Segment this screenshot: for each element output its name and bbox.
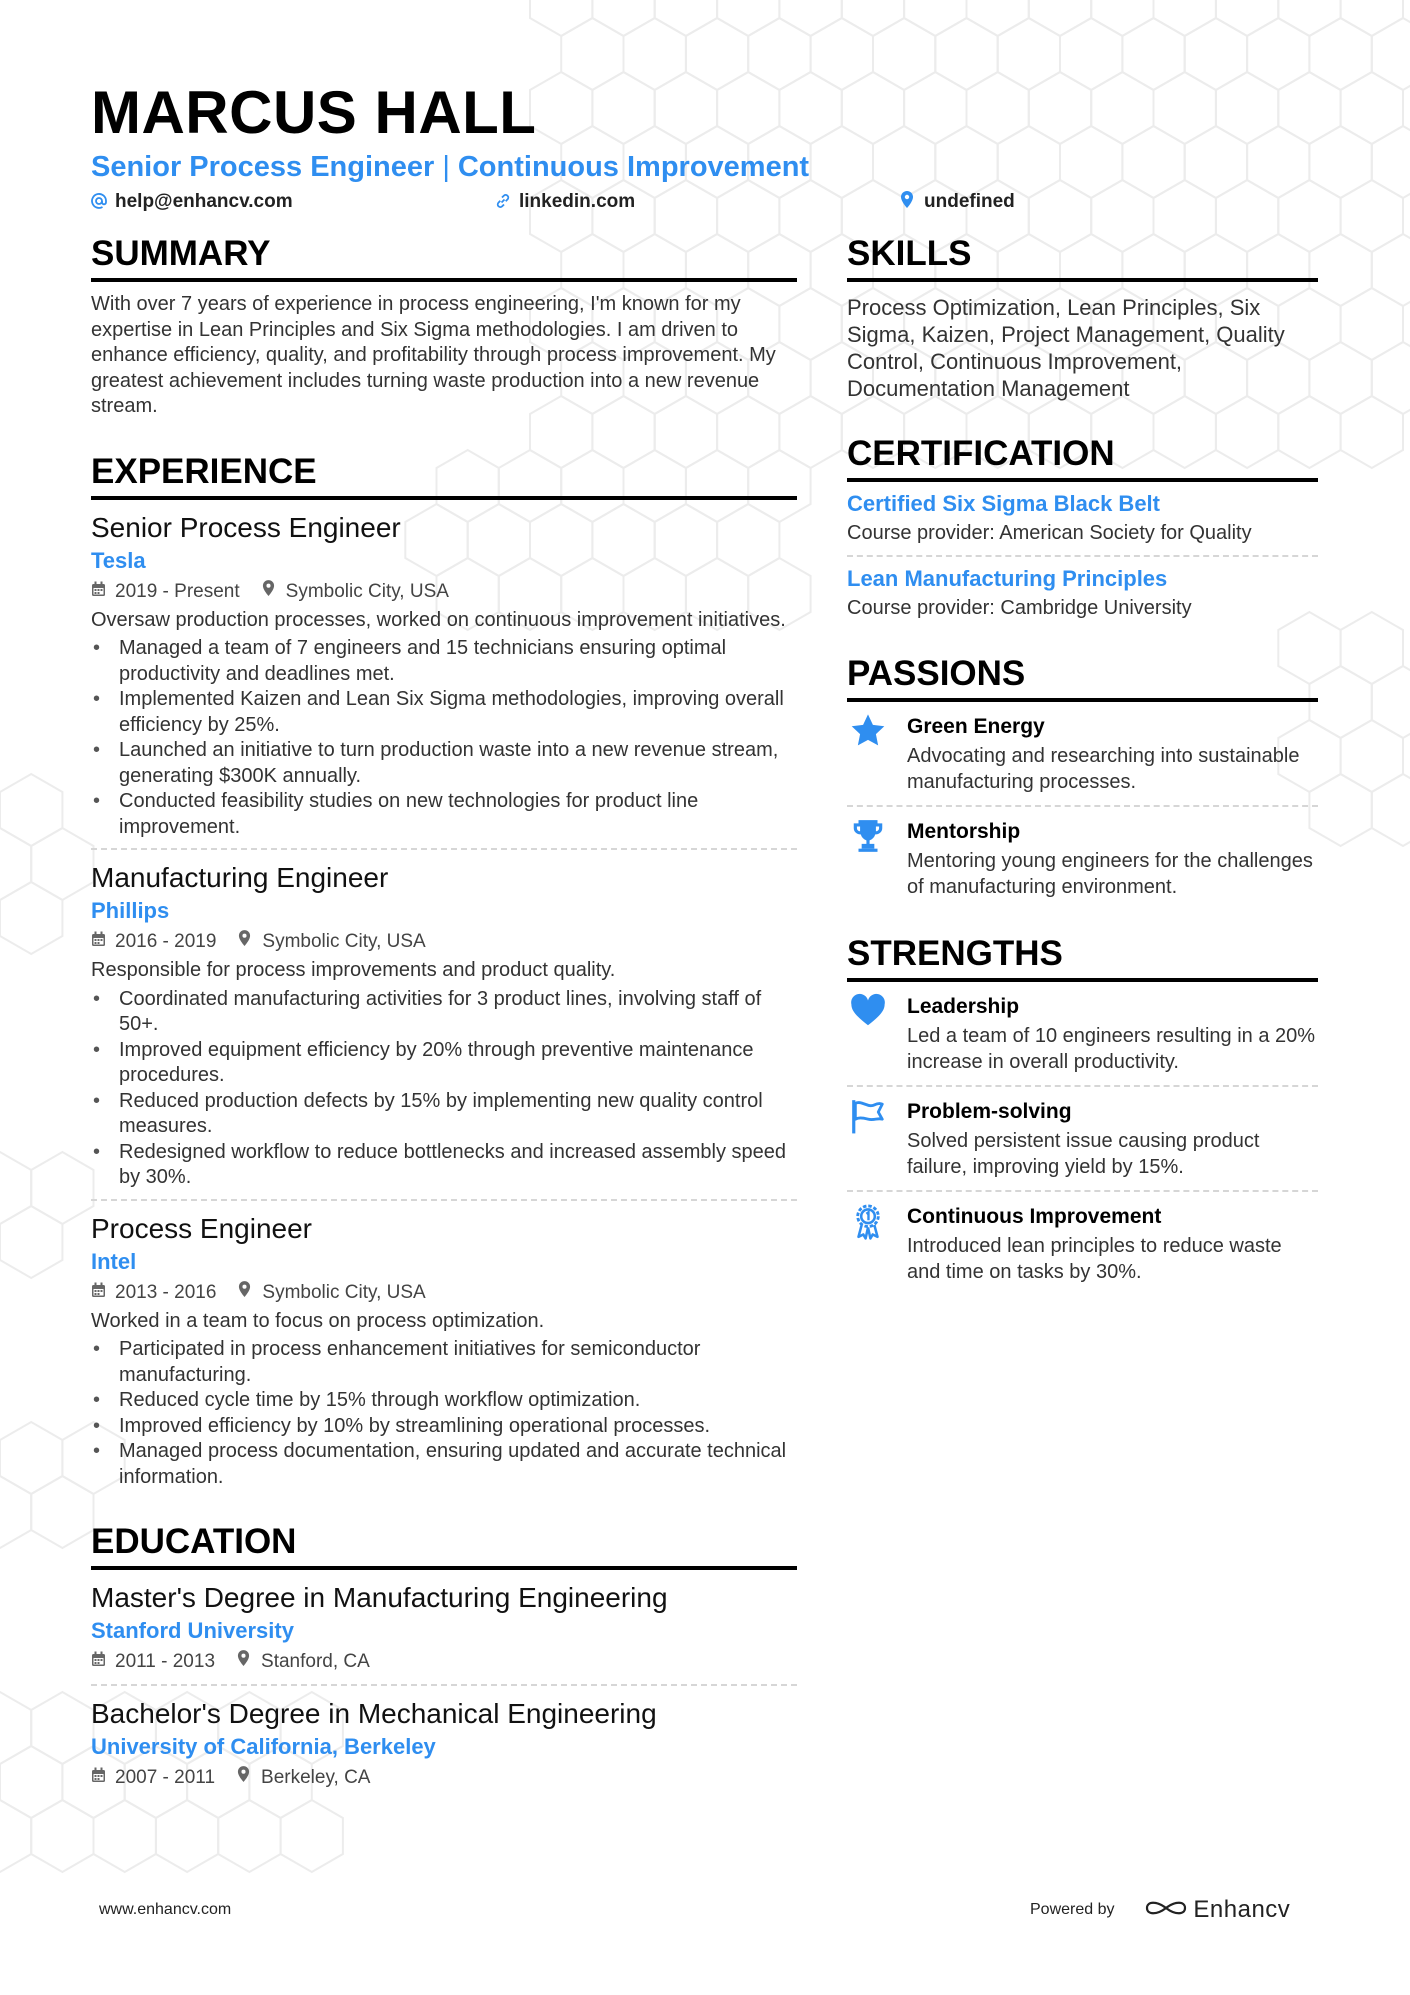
calendar-icon <box>91 1764 109 1792</box>
passions-heading: PASSIONS <box>847 652 1318 702</box>
contact-bar <box>0 190 1410 214</box>
calendar-icon <box>91 1279 109 1307</box>
degree-title: Bachelor's Degree in Mechanical Engineering <box>91 1698 657 1730</box>
strength-description: Led a team of 10 engineers resulting in a 20% increase in overall productivity. <box>907 1025 1316 1073</box>
skills-list: Process Optimization, Lean Principles, Six Sigma, Kaizen, Project Management, Quality Control, Continuous Improvement, Documentation Management <box>847 295 1285 401</box>
certification-section <box>847 432 1318 630</box>
company-name: Intel <box>91 1248 137 1274</box>
job-description: Responsible for process improvements and product quality. <box>91 959 616 982</box>
strength-description: Introduced lean principles to reduce waste and time on tasks by 30%. <box>907 1235 1282 1283</box>
certification-provider: Course provider: American Society for Quality <box>847 522 1252 544</box>
passion-description: Mentoring young engineers for the challenges of manufacturing environment. <box>907 850 1313 898</box>
contact-location <box>900 190 1015 214</box>
strength-item <box>847 982 1318 1087</box>
certification-heading: CERTIFICATION <box>847 432 1318 482</box>
job-meta <box>91 578 797 606</box>
map-pin-icon <box>900 190 918 214</box>
achievement-list <box>91 1337 797 1490</box>
company-name: Tesla <box>91 547 146 573</box>
flag-icon <box>849 1097 887 1135</box>
candidate-title <box>91 148 809 186</box>
education-section <box>91 1520 797 1800</box>
trophy-icon <box>849 817 887 855</box>
at-icon <box>91 190 109 214</box>
left-column <box>91 232 797 1830</box>
passion-item <box>847 807 1318 910</box>
strength-title: Problem-solving <box>907 1100 1072 1123</box>
achievement-item: • Reduced production defects by 15% by implementing new quality control measures. <box>91 1089 797 1140</box>
certification-name: Certified Six Sigma Black Belt <box>847 491 1160 516</box>
education-location: Stanford, CA <box>261 1651 370 1673</box>
map-pin-icon <box>237 1648 255 1676</box>
strength-title: Continuous Improvement <box>907 1205 1162 1228</box>
title-primary: Senior Process Engineer <box>91 151 435 183</box>
certification-item <box>847 482 1318 557</box>
map-pin-icon <box>262 578 280 606</box>
school-name: University of California, Berkeley <box>91 1734 436 1760</box>
education-item <box>91 1570 797 1686</box>
strengths-section <box>847 932 1318 1295</box>
strength-item <box>847 1192 1318 1295</box>
achievement-item: • Managed process documentation, ensuring updated and accurate technical information. <box>91 1439 797 1490</box>
job-meta <box>91 928 797 956</box>
job-description: Oversaw production processes, worked on continuous improvement initiatives. <box>91 608 786 631</box>
strengths-heading: STRENGTHS <box>847 932 1318 982</box>
summary-text: With over 7 years of experience in process engineering, I'm known for my expertise in Lean Principles and Six Sigma methodologies. I am driven to enhance efficiency, quality, and profitability through process improvement. My greatest achievement includes turning waste production into a new revenue stream. <box>91 293 776 417</box>
powered-by-label: Powered by <box>1030 1901 1115 1918</box>
strength-item <box>847 1087 1318 1192</box>
job-title: Senior Process Engineer <box>91 511 401 543</box>
job-title: Manufacturing Engineer <box>91 862 389 894</box>
job-location: Symbolic City, USA <box>285 580 449 602</box>
job-meta <box>91 1279 797 1307</box>
education-dates: 2007 - 2011 <box>115 1767 216 1789</box>
education-item <box>91 1686 797 1800</box>
certification-provider: Course provider: Cambridge University <box>847 597 1192 619</box>
link-icon <box>495 190 513 214</box>
star-icon <box>849 712 887 750</box>
calendar-icon <box>91 578 109 606</box>
job-dates: 2013 - 2016 <box>115 1281 217 1303</box>
linkedin-text: linkedin.com <box>519 191 636 213</box>
job-description: Worked in a team to focus on process optimization. <box>91 1309 545 1332</box>
candidate-name: MARCUS HALL <box>91 79 537 146</box>
right-column <box>847 232 1318 1325</box>
contact-linkedin[interactable] <box>495 190 635 214</box>
education-meta <box>91 1764 797 1792</box>
strength-description: Solved persistent issue causing product failure, improving yield by 15%. <box>907 1130 1260 1178</box>
passion-item <box>847 702 1318 807</box>
certification-name: Lean Manufacturing Principles <box>847 566 1168 591</box>
title-separator: | <box>442 151 450 183</box>
calendar-icon <box>91 1648 109 1676</box>
passion-title: Green Energy <box>907 715 1045 738</box>
passion-title: Mentorship <box>907 820 1021 843</box>
education-dates: 2011 - 2013 <box>115 1651 216 1673</box>
experience-item <box>91 1201 797 1499</box>
achievement-item: • Reduced cycle time by 15% through workflow optimization. <box>91 1388 797 1414</box>
summary-section <box>91 232 797 420</box>
contact-email[interactable] <box>91 190 293 214</box>
company-name: Phillips <box>91 898 170 924</box>
education-location: Berkeley, CA <box>261 1767 371 1789</box>
map-pin-icon <box>238 928 256 956</box>
job-title: Process Engineer <box>91 1212 313 1244</box>
map-pin-icon <box>237 1764 255 1792</box>
job-dates: 2016 - 2019 <box>115 931 217 953</box>
school-name: Stanford University <box>91 1618 294 1644</box>
achievement-item: • Managed a team of 7 engineers and 15 technicians ensuring optimal productivity and deadlines met. <box>91 636 797 687</box>
achievement-item: • Launched an initiative to turn production waste into a new revenue stream, generating $300K annually. <box>91 738 797 789</box>
summary-heading: SUMMARY <box>91 232 797 282</box>
achievement-list <box>91 636 797 840</box>
achievement-list <box>91 987 797 1191</box>
footer-branding[interactable] <box>1030 1896 1290 1926</box>
education-meta <box>91 1648 797 1676</box>
experience-section <box>91 450 797 1499</box>
education-heading: EDUCATION <box>91 1520 797 1570</box>
job-location: Symbolic City, USA <box>262 931 426 953</box>
calendar-icon <box>91 928 109 956</box>
email-text: help@enhancv.com <box>115 191 293 213</box>
job-location: Symbolic City, USA <box>262 1281 426 1303</box>
skills-section <box>847 232 1318 402</box>
experience-item <box>91 850 797 1201</box>
achievement-item: • Improved efficiency by 10% by streamlining operational processes. <box>91 1414 797 1440</box>
passions-section <box>847 652 1318 910</box>
strength-title: Leadership <box>907 995 1020 1018</box>
achievement-item: • Implemented Kaizen and Lean Six Sigma methodologies, improving overall efficiency by 25%. <box>91 687 797 738</box>
certification-item <box>847 557 1318 630</box>
enhancv-logo-icon <box>1143 1897 1189 1924</box>
map-pin-icon <box>238 1279 256 1307</box>
skills-heading: SKILLS <box>847 232 1318 282</box>
achievement-item: • Conducted feasibility studies on new technologies for product line improvement. <box>91 789 797 840</box>
title-secondary: Continuous Improvement <box>457 151 810 183</box>
award-icon <box>849 1202 887 1240</box>
degree-title: Master's Degree in Manufacturing Engineering <box>91 1582 668 1614</box>
experience-heading: EXPERIENCE <box>91 450 797 500</box>
location-text: undefined <box>924 191 1015 213</box>
achievement-item: • Redesigned workflow to reduce bottlenecks and increased assembly speed by 30%. <box>91 1140 797 1191</box>
brand-name: Enhancv <box>1193 1896 1291 1923</box>
heart-icon <box>849 992 887 1030</box>
achievement-item: • Coordinated manufacturing activities for 3 product lines, involving staff of 50+. <box>91 987 797 1038</box>
achievement-item: • Improved equipment efficiency by 20% through preventive maintenance procedures. <box>91 1038 797 1089</box>
achievement-item: • Participated in process enhancement initiatives for semiconductor manufacturing. <box>91 1337 797 1388</box>
footer-website[interactable]: www.enhancv.com <box>99 1901 232 1918</box>
passion-description: Advocating and researching into sustainable manufacturing processes. <box>907 745 1300 793</box>
experience-item <box>91 500 797 851</box>
job-dates: 2019 - Present <box>115 580 240 602</box>
